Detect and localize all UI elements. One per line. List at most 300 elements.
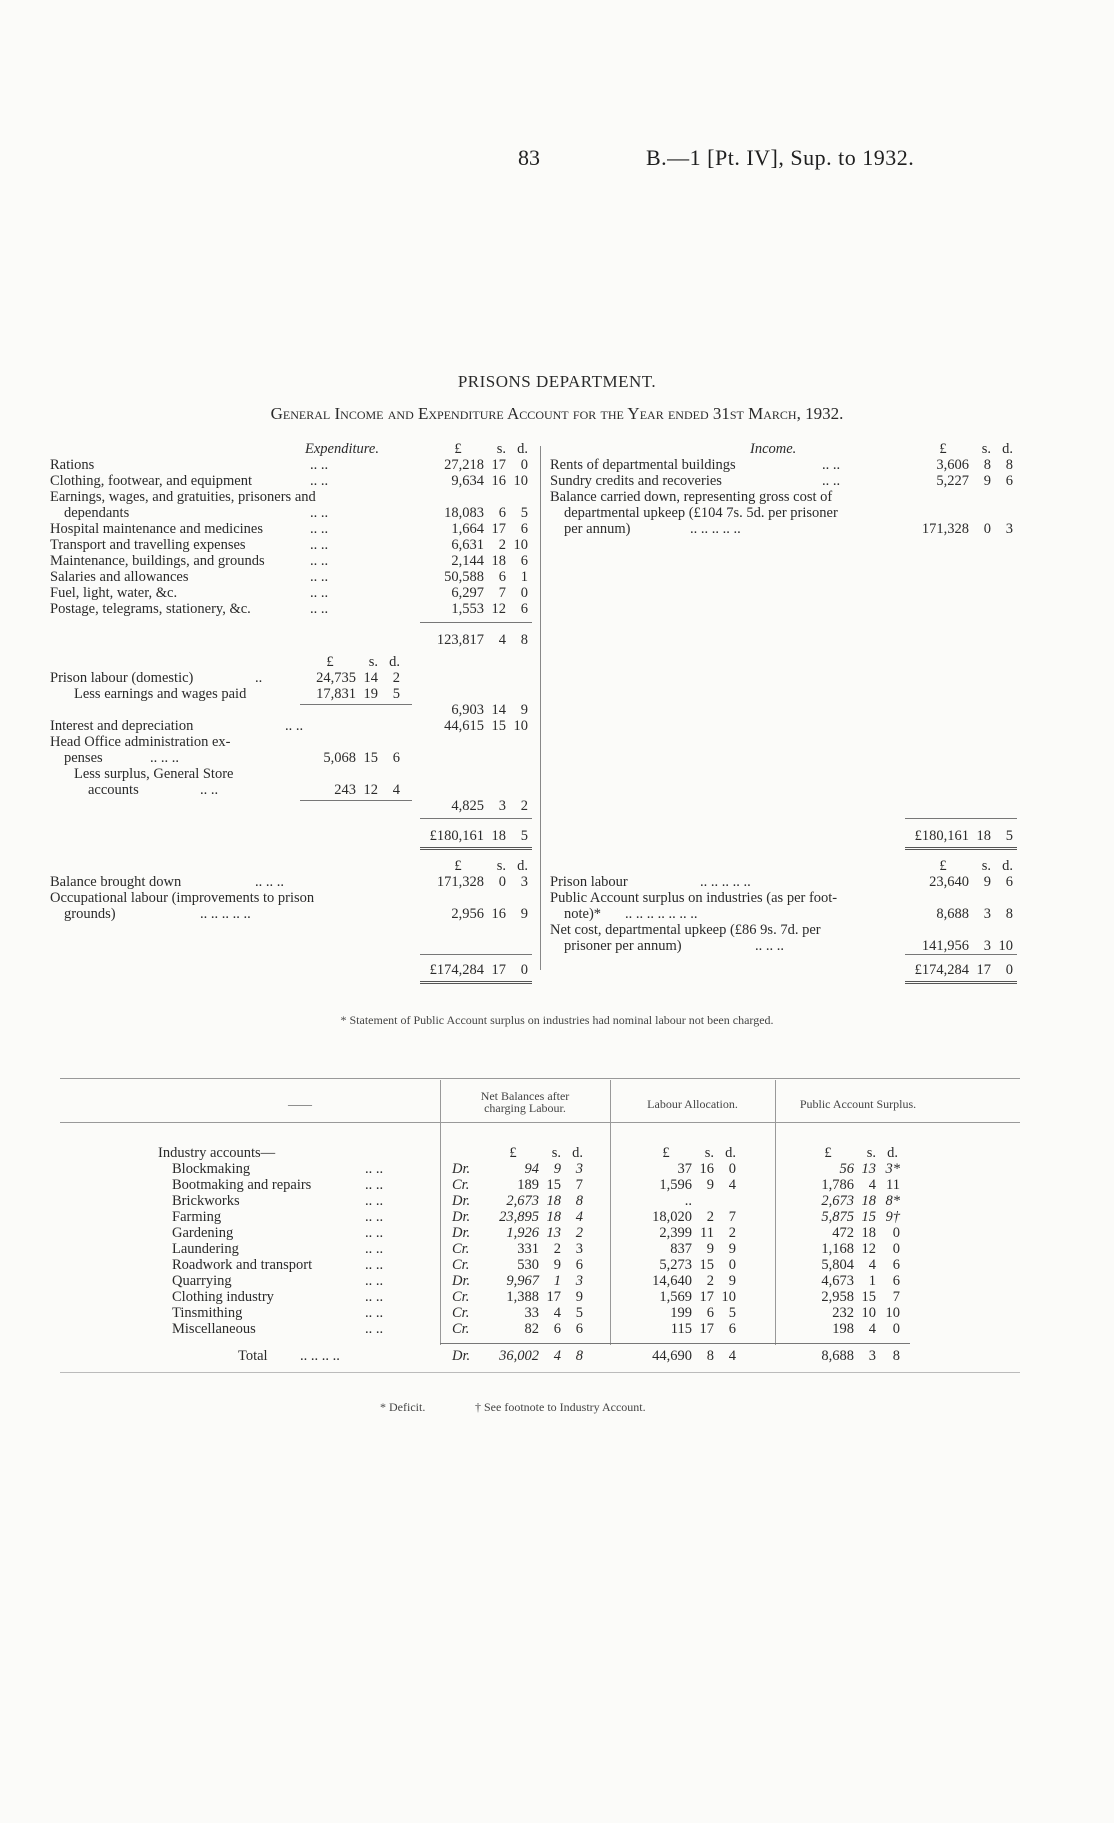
public-surplus-shillings: 10 [861,1305,876,1321]
labour-allocation-pounds: .. [684,1193,692,1209]
table-column-rule [440,1080,441,1345]
occupational-labour-pounds: 2,956 [451,906,484,922]
account-subtitle: General Income and Expenditure Account for the Year ended 31st March, 1932. [270,404,844,423]
leader-dots: .. .. .. [150,750,179,766]
public-surplus-pence: 8 [1005,906,1013,922]
public-surplus-pence: 11 [886,1177,900,1193]
expenditure-subtotal-shillings: 4 [498,632,506,648]
labour-allocation-pounds: 115 [670,1321,692,1337]
exp2-head-pound-sign: £ [454,858,462,874]
expenditure-item-shillings: 2 [498,537,506,553]
prison-labour-label: Prison labour (domestic) [50,670,194,686]
debit-total-pounds: £174,284 [429,962,484,978]
occupational-labour-label: Occupational labour (improvements to prison [50,890,315,906]
leader-dots: .. .. .. .. .. [200,906,251,922]
net-balance-pence: 6 [575,1257,583,1273]
industry-name: Roadwork and transport [172,1257,313,1273]
expenditure-item-label: Earnings, wages, and gratuities, prisoners and [50,489,316,505]
total-rule [420,818,532,819]
income-total-pence: 5 [1005,828,1013,844]
public-surplus-pounds: 8,688 [936,906,969,922]
labour-allocation-pence: 10 [721,1289,736,1305]
public-surplus-pence: 9† [885,1209,900,1225]
industry-name: Farming [172,1209,222,1225]
labour-allocation-shillings: 16 [699,1161,714,1177]
leader-dots: .. .. [365,1305,384,1321]
industry-name: Clothing industry [172,1289,274,1305]
expenditure-item-label: Fuel, light, water, &c. [50,585,178,601]
public-surplus-shillings: 13 [861,1161,876,1177]
industry-name: Brickworks [172,1193,240,1209]
document-reference: B.—1 [Pt. IV], Sup. to 1932. [646,145,915,170]
net-balance-pounds: 94 [524,1161,539,1177]
net-balance-pounds: 82 [524,1321,539,1337]
labour-allocation-pounds: 5,273 [659,1257,692,1273]
leader-dots: .. .. [310,553,329,569]
less-surplus-label-cont: accounts [88,782,139,798]
credit-prison-labour-shillings: 9 [983,874,991,890]
ps-head-d-label: d. [887,1145,898,1161]
expenditure-item-pounds: 1,664 [451,521,484,537]
leader-dots: .. .. [822,473,841,489]
balance-type: Cr. [452,1257,470,1273]
leader-dots: .. .. [310,457,329,473]
net-balance-shillings: 18 [546,1193,561,1209]
leader-dots: .. .. .. [755,938,784,954]
expenditure-item-shillings: 17 [491,457,506,473]
net-balance-pence: 3 [575,1273,583,1289]
balance-type: Dr. [452,1209,471,1225]
exp-head-d-label: d. [517,441,528,457]
expenditure-item-label: Transport and travelling expenses [50,537,246,553]
public-surplus-pence: 10 [885,1305,900,1321]
public-surplus-pence: 6 [892,1273,900,1289]
net-balance-shillings: 2 [553,1241,561,1257]
labour-allocation-pence: 9 [728,1273,736,1289]
leader-dots: .. .. [365,1209,384,1225]
net-balance-pounds: 23,895 [499,1209,539,1225]
credit-prison-labour-pounds: 23,640 [929,874,969,890]
net-balance-pounds: 530 [517,1257,539,1273]
inc-head-d-label: d. [1002,441,1013,457]
less-earnings-shillings: 19 [363,686,378,702]
head-office-pence: 6 [392,750,400,766]
expenditure-item-pounds: 27,218 [444,457,484,473]
net-balance-shillings: 6 [553,1321,561,1337]
labour-allocation-pounds: 1,569 [659,1289,692,1305]
leader-dots: .. .. [310,521,329,537]
total-labour-pounds: 44,690 [652,1348,692,1364]
less-earnings-pounds: 17,831 [316,686,356,702]
labour-allocation-pounds: 37 [677,1161,692,1177]
expenditure-item-pence: 0 [520,457,528,473]
credit-prison-labour-pence: 6 [1005,874,1013,890]
expenditure-item-shillings: 18 [491,553,506,569]
column-header-public-surplus: Public Account Surplus. [799,1097,917,1111]
labour-allocation-pence: 2 [728,1225,736,1241]
labour-allocation-shillings: 17 [699,1289,714,1305]
income-item-shillings: 8 [983,457,991,473]
total-double-rule [420,981,532,984]
leader-dots: .. .. .. .. .. .. .. [625,906,698,922]
labour-allocation-pounds: 18,020 [652,1209,692,1225]
leader-dots: .. .. .. .. [300,1348,340,1364]
net-cost-shillings: 3 [983,938,991,954]
exp-sub-head-s-label: s. [368,654,378,670]
labour-allocation-pence: 4 [728,1177,736,1193]
net-balance-pence: 3 [575,1161,583,1177]
table-column-rule [775,1080,776,1345]
balance-brought-down-pounds: 171,328 [436,874,484,890]
exp2-head-s-label: s. [496,858,506,874]
interest-pounds: 44,615 [444,718,484,734]
expenditure-item-pounds: 50,588 [444,569,484,585]
less-surplus-pounds: 243 [334,782,356,798]
net-balance-shillings: 9 [553,1257,561,1273]
subtotal-rule [420,622,532,623]
deficit-footnote: * Deficit. [380,1400,426,1414]
leader-dots: .. .. [365,1321,384,1337]
occupational-labour-pence: 9 [520,906,528,922]
la-head-d-label: d. [725,1145,736,1161]
net-balance-pence: 5 [575,1305,583,1321]
leader-dots: .. .. [310,473,329,489]
credit-total-pounds: £174,284 [914,962,969,978]
expenditure-item-pounds: 2,144 [451,553,484,569]
leader-dots: .. [255,670,263,686]
less-surplus-shillings: 12 [363,782,378,798]
total-labour-pence: 4 [728,1348,736,1364]
expenditure-item-pence: 6 [520,553,528,569]
balance-type: Dr. [452,1161,471,1177]
expenditure-item-label: Postage, telegrams, stationery, &c. [50,601,251,617]
table-header-rule [60,1122,1020,1123]
leader-dots: .. .. [285,718,304,734]
leader-dots: .. .. [822,457,841,473]
industry-name: Bootmaking and repairs [172,1177,312,1193]
net-balance-shillings: 1 [553,1273,561,1289]
la-head-s-label: s. [704,1145,714,1161]
total-surplus-pence: 8 [892,1348,900,1364]
balance-type: Cr. [452,1305,470,1321]
balance-type: Cr. [452,1241,470,1257]
head-office-net-shillings: 3 [498,798,506,814]
net-balance-pounds: 1,388 [506,1289,539,1305]
la-head-pound-sign: £ [662,1145,670,1161]
balance-type: Dr. [452,1348,471,1364]
public-surplus-shillings: 4 [868,1321,876,1337]
leader-dots: .. .. [365,1257,384,1273]
expenditure-item-pence: 0 [520,585,528,601]
public-surplus-pounds: 2,958 [821,1289,854,1305]
income-item-pounds: 171,328 [921,521,969,537]
table-bottom-rule [60,1372,1020,1373]
expenditure-item-pence: 5 [520,505,528,521]
industry-name: Gardening [172,1225,234,1241]
labour-allocation-shillings: 2 [706,1209,714,1225]
income-item-label: Balance carried down, representing gross cost of [550,489,833,505]
leader-dots: .. .. .. .. .. [690,521,741,537]
public-surplus-pounds: 5,875 [821,1209,854,1225]
public-surplus-shillings: 18 [861,1193,876,1209]
expenditure-item-pounds: 6,297 [451,585,484,601]
leader-dots: .. .. [310,585,329,601]
industry-section-label: Industry accounts— [158,1145,276,1161]
public-surplus-pence: 6 [892,1257,900,1273]
nb-head-s-label: s. [551,1145,561,1161]
labour-allocation-shillings: 11 [700,1225,714,1241]
expenditure-item-shillings: 12 [491,601,506,617]
labour-allocation-pounds: 14,640 [652,1273,692,1289]
labour-allocation-pounds: 199 [670,1305,692,1321]
prison-labour-net-pence: 9 [520,702,528,718]
head-office-shillings: 15 [363,750,378,766]
leader-dots: .. .. .. .. .. [700,874,751,890]
total-net-balance-pounds: 36,002 [499,1348,539,1364]
inc2-head-d-label: d. [1002,858,1013,874]
income-total-shillings: 18 [976,828,991,844]
net-balance-shillings: 4 [553,1305,561,1321]
net-balance-pence: 6 [575,1321,583,1337]
less-surplus-label: Less surplus, General Store [74,766,234,782]
public-account-footnote: * Statement of Public Account surplus on industries had nominal labour not been charged. [340,1013,774,1027]
head-office-net-pounds: 4,825 [451,798,484,814]
net-balance-shillings: 13 [546,1225,561,1241]
net-balance-shillings: 18 [546,1209,561,1225]
balance-type: Dr. [452,1225,471,1241]
income-item-pounds: 3,606 [936,457,969,473]
industry-name: Quarrying [172,1273,232,1289]
income-item-pence: 8 [1005,457,1013,473]
less-earnings-label: Less earnings and wages paid [74,686,247,702]
income-item-pence: 6 [1005,473,1013,489]
ps-head-pound-sign: £ [824,1145,832,1161]
account-divider [540,446,541,970]
credit-prison-labour-label: Prison labour [550,874,628,890]
total-rule [420,954,532,955]
net-balance-pounds: 33 [524,1305,539,1321]
net-balance-pence: 4 [575,1209,583,1225]
expenditure-item-pence: 10 [513,473,528,489]
public-surplus-pounds: 1,168 [821,1241,854,1257]
leader-dots: .. .. [310,569,329,585]
interest-pence: 10 [513,718,528,734]
nb-head-pound-sign: £ [509,1145,517,1161]
net-cost-label-cont: prisoner per annum) [564,938,682,954]
leader-dots: .. .. [365,1289,384,1305]
leader-dots: .. .. [310,505,329,521]
prison-labour-pence: 2 [392,670,400,686]
public-surplus-pence: 0 [892,1241,900,1257]
public-surplus-pence: 3* [885,1161,900,1177]
net-balance-pounds: 189 [517,1177,539,1193]
credit-total-pence: 0 [1005,962,1013,978]
total-rule [905,818,1017,819]
expenditure-item-label: Hospital maintenance and medicines [50,521,263,537]
net-balance-shillings: 17 [546,1289,561,1305]
net-balance-pence: 8 [575,1193,583,1209]
column-header-net-balances-cont: charging Labour. [484,1101,566,1115]
interest-label: Interest and depreciation [50,718,194,734]
income-item-shillings: 0 [983,521,991,537]
less-rule [300,800,412,801]
prison-labour-net-shillings: 14 [491,702,506,718]
head-office-label-cont: penses [64,750,103,766]
less-earnings-pence: 5 [392,686,400,702]
public-surplus-pence: 0 [892,1225,900,1241]
expenditure-item-shillings: 6 [498,505,506,521]
exp-sub-head-pound-sign: £ [326,654,334,670]
expenditure-total-shillings: 18 [491,828,506,844]
occupational-labour-label-cont: grounds) [64,906,116,922]
total-surplus-shillings: 3 [868,1348,876,1364]
inc2-head-pound-sign: £ [939,858,947,874]
total-double-rule [905,981,1017,984]
head-office-label: Head Office administration ex- [50,734,231,750]
expenditure-item-pence: 10 [513,537,528,553]
public-surplus-label-cont: note)* [564,906,602,922]
leader-dots: .. .. .. [255,874,284,890]
balance-brought-down-label: Balance brought down [50,874,182,890]
total-net-balance-shillings: 4 [553,1348,561,1364]
income-item-label-cont: per annum) [564,521,631,537]
balance-type: Cr. [452,1321,470,1337]
public-surplus-shillings: 4 [868,1177,876,1193]
expenditure-item-label: Salaries and allowances [50,569,189,585]
total-net-balance-pence: 8 [575,1348,583,1364]
leader-dots: .. .. [365,1161,384,1177]
expenditure-item-pence: 1 [520,569,528,585]
net-balance-pounds: 9,967 [506,1273,539,1289]
nb-head-d-label: d. [572,1145,583,1161]
table-column-rule [610,1080,611,1345]
column-header-net-balances: Net Balances after [480,1089,570,1103]
labour-allocation-shillings: 9 [706,1241,714,1257]
less-surplus-pence: 4 [392,782,400,798]
expenditure-total-pence: 5 [520,828,528,844]
expenditure-item-label: Rations [50,457,95,473]
net-balance-shillings: 15 [546,1177,561,1193]
labour-allocation-pence: 0 [728,1257,736,1273]
total-double-rule [905,847,1017,850]
leader-dots: .. .. [310,601,329,617]
public-surplus-pence: 0 [892,1321,900,1337]
industry-footnote: † See footnote to Industry Account. [475,1400,646,1414]
net-cost-pence: 10 [998,938,1013,954]
prison-labour-net-pounds: 6,903 [451,702,484,718]
public-surplus-pounds: 198 [832,1321,854,1337]
expenditure-item-pounds: 9,634 [451,473,484,489]
public-surplus-pounds: 4,673 [821,1273,854,1289]
table-total-label: Total [238,1348,268,1364]
industry-name: Laundering [172,1241,239,1257]
net-balance-pence: 9 [575,1289,583,1305]
page-number: 83 [518,145,540,170]
public-surplus-pounds: 1,786 [821,1177,854,1193]
public-surplus-shillings: 3 [983,906,991,922]
public-surplus-pounds: 5,804 [821,1257,854,1273]
labour-allocation-pence: 5 [728,1305,736,1321]
total-surplus-pounds: 8,688 [821,1348,854,1364]
inc-head-pound-sign: £ [939,441,947,457]
occupational-labour-shillings: 16 [491,906,506,922]
expenditure-item-label: Maintenance, buildings, and grounds [50,553,265,569]
column-header-blank: —— [288,1097,312,1111]
income-item-label-cont: departmental upkeep (£104 7s. 5d. per prisoner [564,505,838,521]
credit-total-shillings: 17 [976,962,991,978]
leader-dots: .. .. [310,537,329,553]
industry-name: Tinsmithing [172,1305,243,1321]
expenditure-heading: Expenditure. [305,441,379,457]
income-item-label: Sundry credits and recoveries [550,473,722,489]
expenditure-item-pounds: 6,631 [451,537,484,553]
public-surplus-shillings: 1 [868,1273,876,1289]
income-total-pounds: £180,161 [914,828,969,844]
inc-head-s-label: s. [981,441,991,457]
leader-dots: .. .. [200,782,219,798]
expenditure-item-label-cont: dependants [64,505,130,521]
expenditure-item-shillings: 17 [491,521,506,537]
labour-allocation-pounds: 2,399 [659,1225,692,1241]
balance-brought-down-pence: 3 [520,874,528,890]
head-office-net-pence: 2 [520,798,528,814]
net-balance-pence: 3 [575,1241,583,1257]
table-top-rule [60,1078,1020,1079]
expenditure-item-shillings: 7 [498,585,506,601]
inc2-head-s-label: s. [981,858,991,874]
public-surplus-pence: 7 [892,1289,900,1305]
less-rule [300,704,412,705]
industry-name: Miscellaneous [172,1321,256,1337]
public-surplus-pounds: 56 [839,1161,854,1177]
labour-allocation-pence: 6 [728,1321,736,1337]
exp2-head-d-label: d. [517,858,528,874]
labour-allocation-shillings: 15 [699,1257,714,1273]
public-surplus-shillings: 15 [861,1289,876,1305]
leader-dots: .. .. [365,1273,384,1289]
prison-labour-shillings: 14 [363,670,378,686]
ps-head-s-label: s. [866,1145,876,1161]
column-header-labour-allocation: Labour Allocation. [647,1097,738,1111]
public-surplus-shillings: 4 [868,1257,876,1273]
income-item-shillings: 9 [983,473,991,489]
head-office-pounds: 5,068 [323,750,356,766]
income-heading: Income. [750,441,797,457]
exp-sub-head-d-label: d. [389,654,400,670]
public-surplus-pence: 8* [885,1193,900,1209]
leader-dots: .. .. [365,1225,384,1241]
labour-allocation-pounds: 1,596 [659,1177,692,1193]
labour-allocation-shillings: 9 [706,1177,714,1193]
public-surplus-shillings: 12 [861,1241,876,1257]
expenditure-item-pounds: 18,083 [444,505,484,521]
expenditure-item-shillings: 6 [498,569,506,585]
public-surplus-label: Public Account surplus on industries (as per foot- [550,890,838,906]
total-double-rule [420,847,532,850]
public-surplus-pounds: 2,673 [821,1193,854,1209]
net-cost-pounds: 141,956 [921,938,969,954]
expenditure-subtotal-pence: 8 [520,632,528,648]
labour-allocation-pence: 9 [728,1241,736,1257]
income-item-pounds: 5,227 [936,473,969,489]
labour-allocation-shillings: 6 [706,1305,714,1321]
prison-labour-pounds: 24,735 [316,670,356,686]
expenditure-item-label: Clothing, footwear, and equipment [50,473,252,489]
expenditure-item-pence: 6 [520,521,528,537]
expenditure-item-pence: 6 [520,601,528,617]
public-surplus-pounds: 472 [832,1225,854,1241]
net-balance-pounds: 331 [517,1241,539,1257]
